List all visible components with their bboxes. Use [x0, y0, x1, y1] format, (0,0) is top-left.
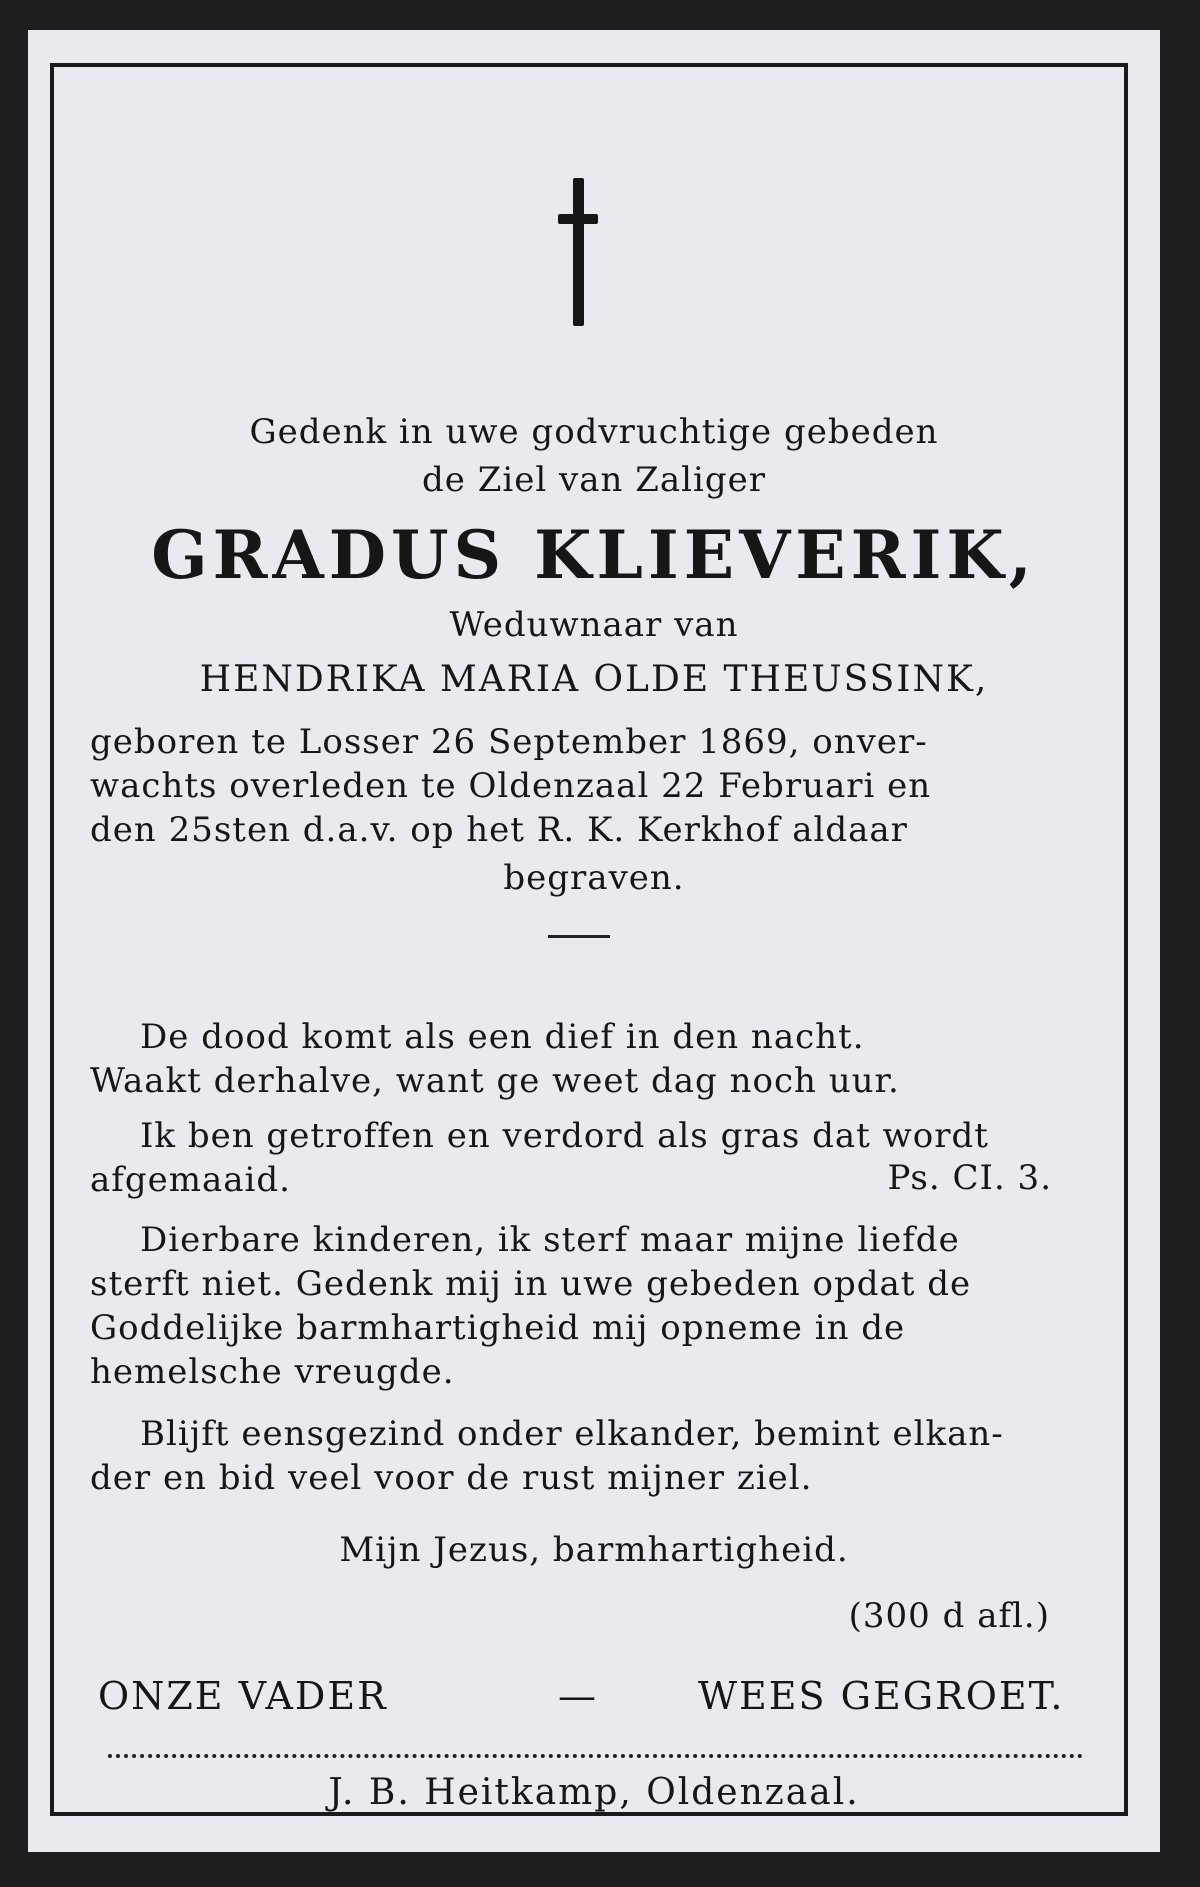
- verse-3: [90, 1218, 1082, 1394]
- cross-icon: [558, 178, 598, 328]
- indulgence-note: (300 d afl.): [848, 1596, 1050, 1636]
- psalm-reference: Ps. CI. 3.: [887, 1158, 1052, 1198]
- prayer-hail-mary: WEES GEGROET.: [698, 1674, 1065, 1718]
- memorial-card: [28, 30, 1160, 1852]
- verse-line: Ik ben getroffen en verdord als gras dat wordt: [140, 1116, 989, 1156]
- closing-prayer: Mijn Jezus, barmhartigheid.: [339, 1530, 849, 1570]
- printer-credit: J. B. Heitkamp, Oldenzaal.: [328, 1772, 860, 1813]
- verse-line: der en bid veel voor de rust mijner ziel.: [90, 1458, 813, 1498]
- deceased-name: GRADUS KLIEVERIK,: [151, 516, 1037, 594]
- verse-line: Dierbare kinderen, ik sterf maar mijne liefde: [140, 1220, 960, 1260]
- verse-1: [90, 1015, 1082, 1103]
- verse-line: Waakt derhalve, want ge weet dag noch uur.: [90, 1061, 900, 1101]
- dotted-divider: [108, 1754, 1083, 1758]
- biography-line: den 25sten d.a.v. op het R. K. Kerkhof aldaar: [90, 810, 908, 850]
- prayer-our-father: ONZE VADER: [98, 1674, 388, 1718]
- relation-text: Weduwnaar van: [449, 605, 739, 645]
- intro-line-2: de Ziel van Zaliger: [422, 460, 766, 500]
- biography-paragraph: [90, 720, 1082, 852]
- prayer-separator: —: [558, 1674, 598, 1718]
- verse-line: Goddelijke barmhartigheid mij opneme in de: [90, 1308, 906, 1348]
- biography-line: wachts overleden te Oldenzaal 22 Februari en: [90, 766, 932, 806]
- prayer-line: [98, 1674, 1098, 1724]
- verse-line: De dood komt als een dief in den nacht.: [140, 1017, 865, 1057]
- verse-line: sterft niet. Gedenk mij in uwe gebeden opdat de: [90, 1264, 972, 1304]
- intro-line-1: Gedenk in uwe godvruchtige gebeden: [249, 412, 939, 452]
- biography-last-line: begraven.: [503, 858, 685, 898]
- verse-line: afgemaaid.: [90, 1160, 291, 1200]
- verse-line: hemelsche vreugde.: [90, 1352, 455, 1392]
- biography-line: geboren te Losser 26 September 1869, onver-: [90, 722, 928, 762]
- verse-line: Blijft eensgezind onder elkander, bemint elkan-: [140, 1414, 1004, 1454]
- verse-4: [90, 1412, 1082, 1500]
- divider: [548, 935, 610, 938]
- spouse-name: HENDRIKA MARIA OLDE THEUSSINK,: [199, 659, 989, 700]
